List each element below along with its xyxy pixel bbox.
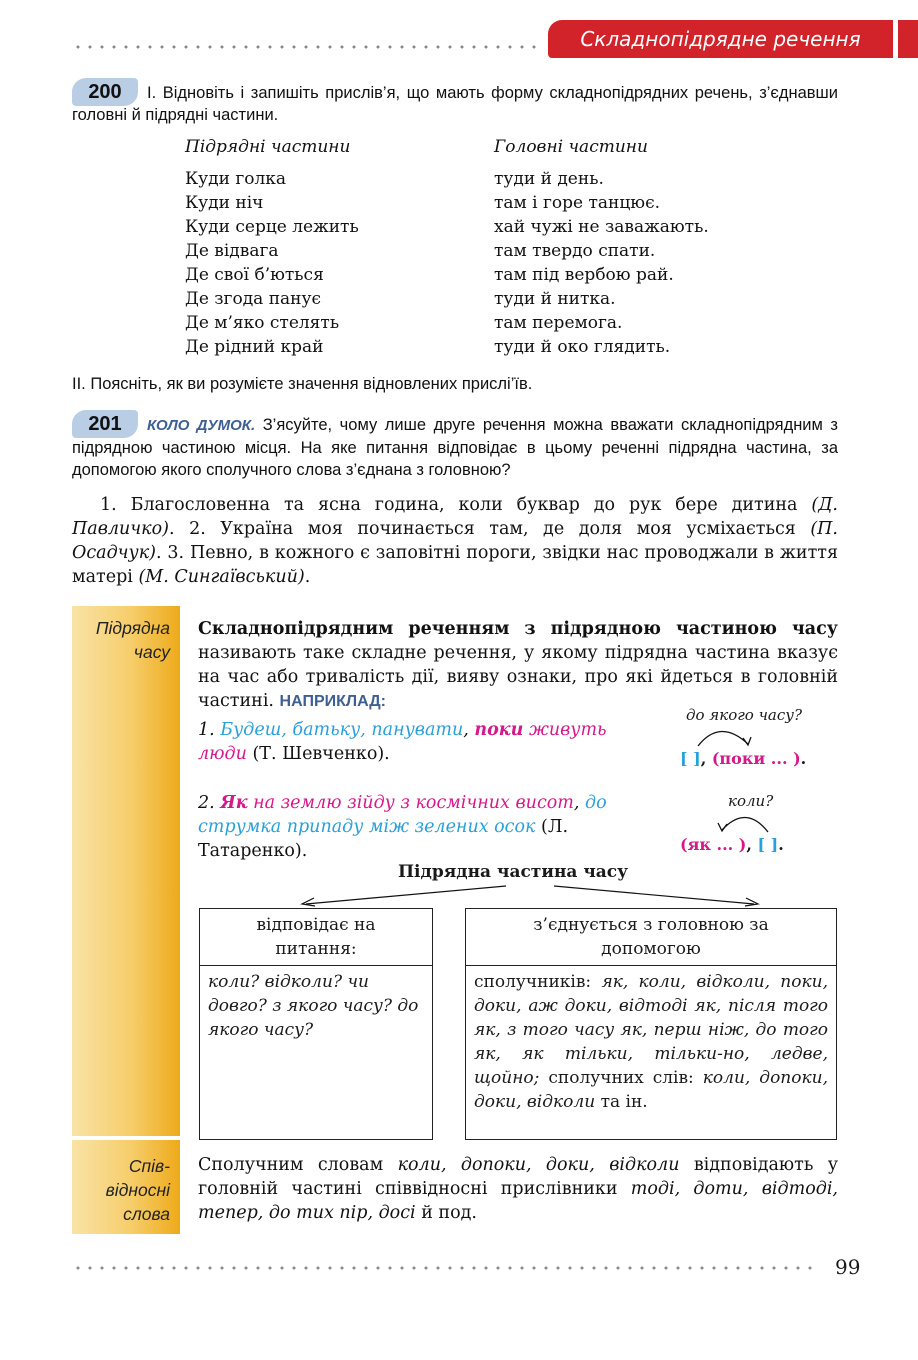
connective-words-list: коли, допоки, доки, відколи (474, 1068, 828, 1112)
scheme-1-subordinate: (поки ... ) (711, 749, 801, 768)
diagram-title: Підрядна частина часу (398, 862, 629, 882)
main-part: там і горе танцює. (494, 193, 661, 213)
main-part: хай чужі не заважають. (494, 217, 709, 237)
section-header-tab (898, 20, 918, 58)
page-number: 99 (835, 1255, 861, 1279)
sentence-1: 1. Благословенна та ясна година, коли буквар до рук бере дитина (100, 495, 812, 515)
author-3: (М. Сингаївський) (138, 567, 305, 587)
main-part: туди й день. (494, 169, 604, 189)
scheme-1-comma: , (700, 749, 712, 768)
kolo-dumok-label: КОЛО ДУМОК. (147, 417, 256, 434)
header-dotted-rule (72, 45, 542, 49)
subordinate-part: Куди ніч (185, 193, 264, 213)
subordinate-part: Куди голка (185, 169, 287, 189)
example-2-number: 2. (198, 793, 221, 813)
section-header: Складнопідрядне речення (548, 20, 893, 58)
main-part: туди й око глядить. (494, 337, 671, 357)
theory-sidebar-time (72, 606, 180, 1136)
definition-text: називають таке складне речення, у якому підрядна частина вказує на час або тривалість дії, вияву ознаки, про які йдеться в головній частині. (198, 643, 838, 711)
main-part: там перемога. (494, 313, 623, 333)
correlative-text-e: й под. (415, 1203, 477, 1223)
connective-words-tail: та ін. (595, 1092, 648, 1112)
example-1-subordinate-clause: живуть люди (198, 720, 607, 764)
author-2: (П. Осадчук) (72, 519, 838, 563)
example-2-comma: , (573, 793, 586, 813)
main-part: там під вербою рай. (494, 265, 674, 285)
correlative-adverbs: тоді, доти, відтоді, тепер, до тих пір, досі (198, 1179, 838, 1223)
scheme-1-arrow (690, 724, 760, 750)
scheme-1 (680, 749, 806, 768)
scheme-2-question: коли? (728, 792, 774, 810)
exercise-201-question: З’ясуйте, чому лише друге речення можна вважати складнопідрядним з підрядною частиною місця. На яке питання відповідає в цьому реченні підрядна частина, за допомогою якого сполучного слова з’єднана з головною? (72, 416, 838, 479)
example-1-number: 1. (198, 720, 221, 740)
subordinate-parts-heading: Підрядні частини (185, 137, 351, 157)
example-2-main-clause: до струмка припаду між зелених осок (198, 793, 607, 837)
conjunctions-label: сполучників: (474, 972, 602, 992)
example-2-conjunction: Як (220, 793, 248, 813)
main-parts-column (494, 135, 824, 359)
scheme-2-arrow (712, 810, 776, 836)
example-1-comma: , (463, 720, 475, 740)
conjunctions-list: як, коли, відколи, поки, доки, аж доки, відтоді як, після того як, з того часу як, перш ніж, до того як, як тільки, тільки-но, ледве, щойно; (474, 972, 828, 1088)
example-2 (198, 791, 653, 863)
exercise-201-sentences (72, 493, 838, 589)
example-1-conjunction: поки (474, 720, 524, 740)
exercise-200-intro: І. Відновіть і запишіть прислів’я, що мають форму складнопідрядних речень, з’єднавши головні й підрядні частини. (72, 84, 838, 124)
sentence-end: . (304, 567, 311, 587)
exercise-number-201: 201 (72, 410, 138, 438)
definition (198, 617, 838, 714)
subordinate-part: Де м’яко стелять (185, 313, 340, 333)
subordinate-parts-column (185, 135, 475, 359)
connective-words-label: сполучних слів: (548, 1068, 703, 1088)
author-1: (Д. Павличко) (72, 495, 838, 539)
exercise-201-task (72, 414, 838, 481)
example-1-source: (Т. Шевченко). (246, 744, 390, 764)
question-box-heading: відповідає на питання: (200, 909, 432, 966)
definition-term: Складнопідрядним реченням з підрядною частиною часу (198, 619, 838, 639)
main-part: туди й нитка. (494, 289, 616, 309)
sentence-2: . 2. Україна моя починається там, де доля моя усміхається (169, 519, 811, 539)
example-label: НАПРИКЛАД: (279, 693, 386, 710)
example-1-main-clause: Будеш, батьку, панувати (220, 720, 464, 740)
subordinate-part: Куди серце лежить (185, 217, 359, 237)
sentence-3: . 3. Певно, в кожного є заповітні пороги, звідки нас проводжали в життя матері (72, 543, 838, 587)
example-2-source: (Л. Татаренко). (198, 817, 569, 861)
sidebar-label-correlative: Спів-відносні слова (105, 1156, 170, 1224)
scheme-1-main: [ ] (680, 749, 701, 768)
exercise-number-200: 200 (72, 78, 138, 106)
subordinate-part: Де відвага (185, 241, 279, 261)
question-box-list: коли? відколи? чи довго? з якого часу? до якого часу? (208, 972, 419, 1040)
question-box (199, 908, 433, 1140)
scheme-2-comma: , (746, 835, 758, 854)
diagram-arrows (290, 884, 770, 910)
connectives-box (465, 908, 837, 1140)
subordinate-part: Де згода панує (185, 289, 322, 309)
correlative-connectives: коли, допоки, доки, відколи (397, 1155, 680, 1175)
scheme-1-question: до якого часу? (686, 706, 803, 724)
exercise-200-task (72, 82, 838, 126)
connectives-box-list (466, 966, 836, 1118)
example-1 (198, 718, 653, 766)
scheme-2-subordinate: (як ... ) (680, 835, 747, 854)
exercise-200-part2: ІІ. Поясніть, як ви розумієте значення відновлених прислі’їв. (72, 375, 533, 393)
main-part: там твердо спати. (494, 241, 656, 261)
subordinate-part: Де свої б’ються (185, 265, 324, 285)
correlative-text-c: відповідають у головній частині співвідносні прислівники (198, 1155, 838, 1199)
scheme-1-period: . (800, 749, 807, 768)
connectives-box-heading: з’єднується з головною за допомогою (466, 909, 836, 966)
correlative-words-text (198, 1153, 838, 1225)
scheme-2 (680, 835, 784, 854)
scheme-2-period: . (778, 835, 784, 854)
correlative-text-a: Сполучним словам (198, 1155, 398, 1175)
sidebar-label-time: Підрядна часу (95, 618, 170, 662)
example-2-subordinate-clause: на землю зійду з космічних висот (247, 793, 574, 813)
main-parts-heading: Головні частини (494, 137, 648, 157)
scheme-2-main: [ ] (757, 835, 779, 854)
subordinate-part: Де рідний край (185, 337, 324, 357)
footer-dotted-rule (72, 1266, 820, 1270)
